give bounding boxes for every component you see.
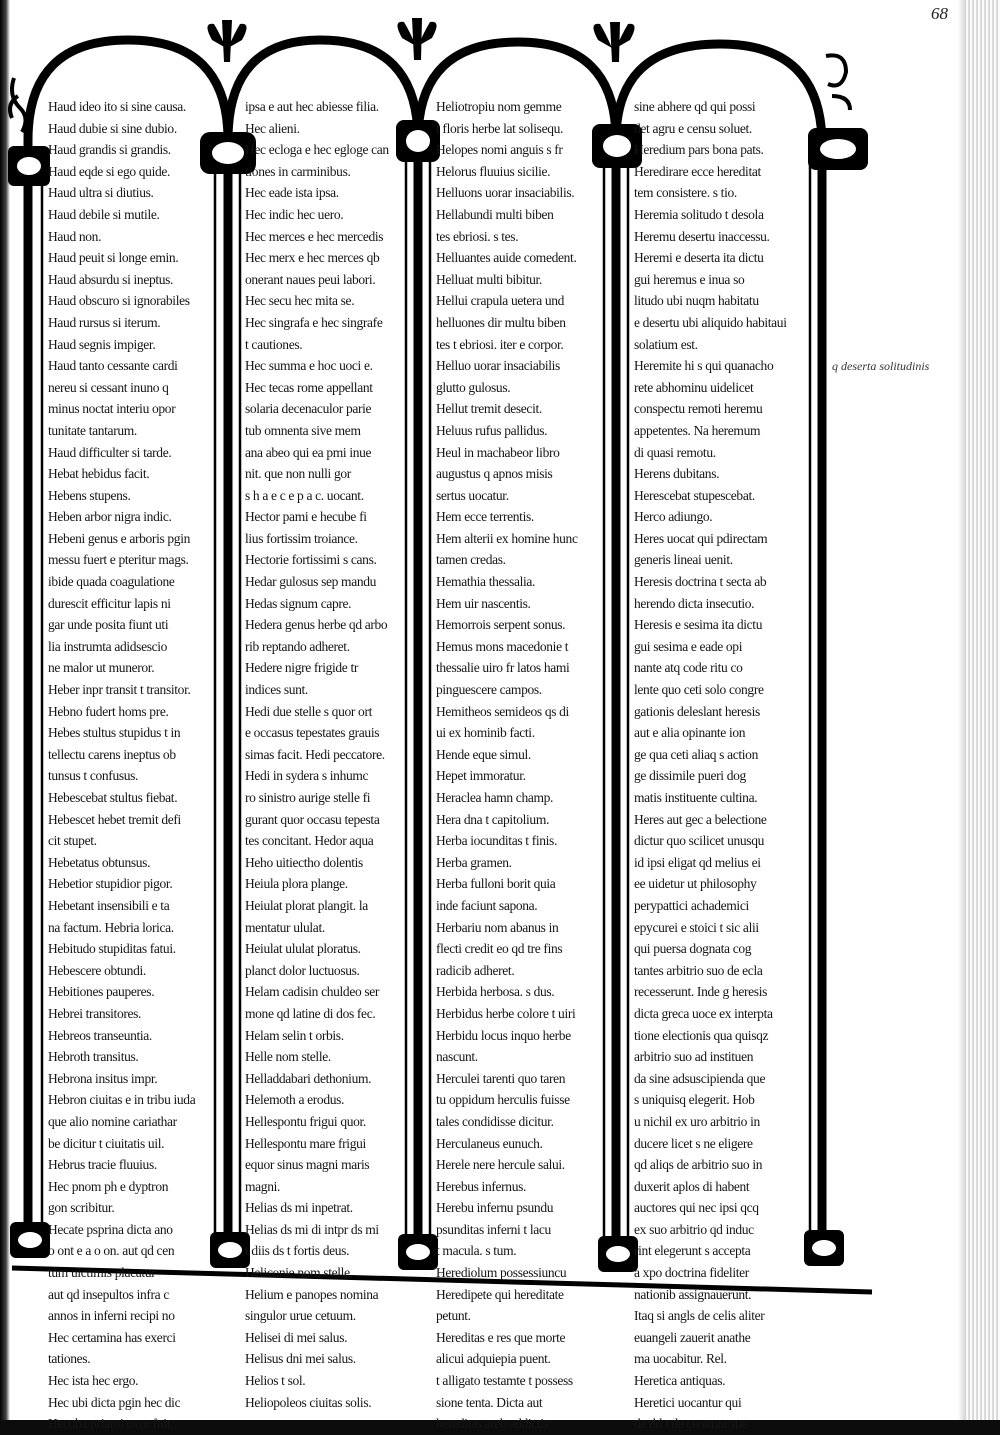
text-line: Hec tecas rome appellant <box>245 379 373 395</box>
text-line: be dicitur t ciuitatis uil. <box>48 1135 165 1151</box>
finial-2 <box>412 18 422 60</box>
text-line: Hec ubi dicta pgin hec dic <box>48 1394 181 1410</box>
text-line: Hemathia thessalia. <box>436 574 536 590</box>
text-line: s uniquisq elegerit. Hob <box>634 1092 755 1108</box>
text-line: singulor urue cetuum. <box>245 1308 356 1324</box>
text-line: Heul in machabeor libro <box>436 444 560 460</box>
text-line: Hemorrois serpent sonus. <box>436 617 566 633</box>
text-line: e occasus tepestates grauis <box>245 725 380 741</box>
text-line: Helluat multi bibitur. <box>436 271 542 287</box>
text-line: de dd t de creatura sue <box>634 1416 748 1432</box>
text-line: Herba gramen. <box>436 854 512 870</box>
text-line: ibide quada coagulatione <box>48 574 175 590</box>
text-line: sione tenta. Dicta aut <box>436 1394 543 1410</box>
text-line: Hedi due stelle s quor ort <box>245 703 372 719</box>
text-line: hereditas areb addictis <box>436 1416 549 1432</box>
text-line: Herba fulloni borit quia <box>436 876 556 892</box>
text-line: nereu si cessant inuno q <box>48 379 169 395</box>
text-line: Herco adiungo. <box>634 509 713 525</box>
text-line: Hebitudo stupiditas fatui. <box>48 941 176 957</box>
text-line: tamen credas. <box>436 552 506 568</box>
text-line: Heho uitiectho dolentis <box>245 854 363 870</box>
text-line: onerant naues peui labori. <box>245 271 376 287</box>
text-line: Haud ideo ito si sine causa. <box>48 99 186 114</box>
text-line: Heres aut gec a belectione <box>634 811 767 827</box>
text-line: Hec merces e hec mercedis <box>245 228 384 244</box>
text-line: lente quo ceti solo congre <box>634 682 764 698</box>
text-line: Helium e panopes nomina <box>245 1286 379 1302</box>
text-line: Hebrona insitus impr. <box>48 1070 158 1086</box>
text-line: Hende eque simul. <box>436 746 531 762</box>
text-line: durescit efficitur lapis ni <box>48 595 171 611</box>
text-line: Helladdabari dethonium. <box>245 1070 372 1086</box>
text-line: tunsus t confusus. <box>48 768 139 784</box>
text-line: Hemus mons macedonie t <box>436 638 569 654</box>
text-line: rint elegerunt s accepta <box>634 1243 751 1259</box>
text-line: Haud absurdu si ineptus. <box>48 271 174 287</box>
text-line: ex suo arbitrio qd induc <box>634 1221 754 1237</box>
text-line: Helorus fluuius sicilie. <box>436 163 551 179</box>
text-line: Heliconie nom stelle. <box>245 1265 353 1281</box>
text-line: ducere licet s ne eligere <box>634 1135 753 1151</box>
text-line: tem consistere. s tio. <box>634 185 737 201</box>
text-column-1 <box>48 96 212 1432</box>
text-line: Hepet immoratur. <box>436 768 526 784</box>
text-line: Heresis e sesima ita dictu <box>634 617 763 633</box>
flourish-left <box>10 78 26 132</box>
text-line: Haud rursus si iterum. <box>48 314 161 330</box>
text-line: Herele nere hercule salui. <box>436 1157 565 1173</box>
text-line: Herbidus herbe colore t uiri <box>436 1005 576 1021</box>
text-line: Haud dubie si sine dubio. <box>48 120 177 136</box>
text-line: ro sinistro aurige stelle fi <box>245 790 371 805</box>
text-line: Hellespontu frigui quor. <box>245 1113 366 1129</box>
text-line: Helam cadisin chuldeo ser <box>245 984 380 1000</box>
text-line: tunitate tantarum. <box>48 422 137 438</box>
text-line: tantes arbitrio suo de ecla <box>634 962 763 978</box>
text-line: Hebetior stupidior pigor. <box>48 876 173 892</box>
text-line: Hectorie fortissimi s cans. <box>245 552 377 568</box>
text-line: Heiulat plorat plangit. la <box>245 897 368 913</box>
text-line: Hedar gulosus sep mandu <box>245 574 377 590</box>
text-line: annos in inferni recipi no <box>48 1308 175 1324</box>
text-line: dicta greca uoce ex interpta <box>634 1005 773 1021</box>
text-line: pinguescere campos. <box>436 682 542 698</box>
text-line: ma uocabitur. Rel. <box>634 1351 727 1367</box>
text-line: a xpo doctrina fideliter <box>634 1265 749 1281</box>
text-line: Hellespontu mare frigui <box>245 1135 366 1151</box>
text-line: indices sunt. <box>245 682 308 698</box>
text-line: tales condidisse dicitur. <box>436 1113 554 1129</box>
text-line: Hec summa e hoc uoci e. <box>245 358 373 374</box>
text-line: Hebreos transeuntia. <box>48 1027 152 1043</box>
text-line: Hebescere obtundi. <box>48 962 146 978</box>
text-line: Hebno fudert homs pre. <box>48 703 169 719</box>
text-line: Heres uocat qui pdirectam <box>634 530 768 546</box>
finial-1 <box>222 20 232 62</box>
text-line: equor sinus magni maris <box>245 1157 370 1173</box>
text-line: Hebes stultus stupidus t in <box>48 725 181 741</box>
text-line: Haud obscuro si ignorabiles <box>48 293 190 309</box>
text-line: Heben arbor nigra indic. <box>48 509 172 525</box>
text-line: Hedi in sydera s inhumc <box>245 768 369 784</box>
text-line: Herens dubitans. <box>634 466 720 482</box>
text-line: Hec eade ista ipsa. <box>245 185 339 201</box>
text-line: Hellut tremit desecit. <box>436 401 542 417</box>
text-line: Herebu infernu psundu <box>436 1200 554 1216</box>
flourish-right <box>826 55 850 110</box>
text-line: ana abeo qui ea pmi inue <box>245 444 372 460</box>
text-line: det agru e censu soluet. <box>634 120 752 136</box>
text-line: inde faciunt sapona. <box>436 897 538 913</box>
text-line: flecti credit eo qd tre fins <box>436 941 563 957</box>
text-line: Hebat hebidus facit. <box>48 466 150 482</box>
text-line: thessalie uiro fr latos hami <box>436 660 570 676</box>
text-line: Heredirare ecce hereditat <box>634 163 761 179</box>
text-line: Hecuba priami uxor fuit. <box>48 1416 174 1432</box>
text-line: Hebron ciuitas e in tribu iuda <box>48 1092 196 1108</box>
text-line: ui ex hominib facti. <box>436 725 535 741</box>
text-line: t diis ds t fortis deus. <box>245 1243 350 1259</box>
text-line: conspectu remoti heremu <box>634 401 763 417</box>
text-line: Helluons uorar insaciabilis. <box>436 185 575 201</box>
text-line: Helias ds mi inpetrat. <box>245 1200 353 1216</box>
text-line: Hellui crapula uetera und <box>436 293 565 309</box>
text-line: o ont e a o on. aut qd cen <box>48 1243 175 1259</box>
text-line: Hec ecloga e hec egloge can <box>245 142 389 158</box>
text-line: aut qd insepultos infra c <box>48 1286 169 1302</box>
text-line: ee uidetur ut philosophy <box>634 876 757 892</box>
text-line: tione electionis qua quisqz <box>634 1027 769 1043</box>
text-line: Hebens stupens. <box>48 487 131 503</box>
text-line: Hebrus tracie fluuius. <box>48 1157 157 1173</box>
text-line: recesserunt. Inde g heresis <box>634 984 767 1000</box>
text-line: tub omnenta sive mem <box>245 422 361 438</box>
text-line: Hebroth transitus. <box>48 1049 139 1065</box>
text-line: t macula. s tum. <box>436 1243 517 1259</box>
text-line: t floris herbe lat solisequ. <box>436 120 564 136</box>
text-line: t alligato testamte t possess <box>436 1373 573 1389</box>
text-line: Heremia solitudo t desola <box>634 206 764 222</box>
text-line: Haud difficulter si tarde. <box>48 444 172 460</box>
text-line: Haud eqde si ego quide. <box>48 163 171 179</box>
text-line: Haud debile si mutile. <box>48 206 160 222</box>
text-line: Hellabundi multi biben <box>436 206 554 222</box>
text-line: Heliotropiu nom gemme <box>436 99 562 114</box>
text-line: tationes. <box>48 1351 91 1367</box>
text-line: Heredipete qui hereditate <box>436 1286 564 1302</box>
text-line: alicui adquiepia puent. <box>436 1351 551 1367</box>
text-line: Hebescebat stultus fiebat. <box>48 790 178 805</box>
text-line: Herculei tarenti quo taren <box>436 1070 566 1086</box>
text-line: gar unde posita fiunt uti <box>48 617 169 633</box>
text-line: auctores qui nec ipsi qcq <box>634 1200 759 1216</box>
text-line: Helemoth a erodus. <box>245 1092 345 1108</box>
text-line: psunditas inferni t lacu <box>436 1221 551 1237</box>
text-line: Hem ecce terrentis. <box>436 509 534 525</box>
text-line: rete abhominu uidelicet <box>634 379 754 395</box>
text-line: solaria decenaculor parie <box>245 401 372 417</box>
text-line: Heremite hi s qui quanacho <box>634 358 774 374</box>
text-line: minus noctat interiu opor <box>48 401 176 417</box>
text-line: tes ebriosi. s tes. <box>436 228 519 244</box>
text-line: Hedas signum capre. <box>245 595 352 611</box>
text-line: rib reptando adheret. <box>245 638 350 654</box>
text-line: Herbariu nom abanus in <box>436 919 559 935</box>
text-line: tu oppidum herculis fuisse <box>436 1092 570 1108</box>
text-line: Helle nom stelle. <box>245 1049 331 1065</box>
text-line: Haud peuit si longe emin. <box>48 250 179 266</box>
text-line: generis lineai uenit. <box>634 552 733 568</box>
text-line: e desertu ubi aliquido habitaui <box>634 314 787 330</box>
text-line: messu fuert e pteritur mags. <box>48 552 189 568</box>
text-column-3 <box>436 96 601 1432</box>
text-line: Helam selin t orbis. <box>245 1027 344 1043</box>
text-line: tum uictimis placatur <box>48 1265 156 1281</box>
text-line: Hebetant insensibili e ta <box>48 897 170 913</box>
text-line: helluones dir multu biben <box>436 314 566 330</box>
text-line: euangeli zauerit anathe <box>634 1329 751 1345</box>
text-line: qui puersa dognata cog <box>634 941 752 957</box>
text-line: matis instituente cultina. <box>634 790 758 805</box>
text-line: Hec alieni. <box>245 120 300 136</box>
text-line: Hebrei transitores. <box>48 1005 142 1021</box>
text-line: Haud ultra si diutius. <box>48 185 154 201</box>
text-line: Herbidu locus inquo herbe <box>436 1027 571 1043</box>
text-line: Hebetatus obtunsus. <box>48 854 151 870</box>
text-line: Herediolum possessiuncu <box>436 1265 567 1281</box>
text-line: aut e alia opinante ion <box>634 725 746 741</box>
text-line: Heraclea hamn champ. <box>436 790 554 805</box>
text-line: Helisus dni mei salus. <box>245 1351 356 1367</box>
text-line: litudo ubi nuqm habitatu <box>634 293 759 309</box>
text-line: Hedera genus herbe qd arbo <box>245 617 388 633</box>
text-line: Hereditas e res que morte <box>436 1329 566 1345</box>
text-line: ge qua ceti aliaq s action <box>634 746 758 762</box>
text-line: augustus q apnos misis <box>436 466 553 482</box>
text-line: Hedere nigre frigide tr <box>245 660 359 676</box>
text-line: Heresis doctrina t secta ab <box>634 574 767 590</box>
text-line: sertus uocatur. <box>436 487 509 503</box>
text-line: u nichil ex uro arbitrio in <box>634 1113 760 1129</box>
text-line: Haud tanto cessante cardi <box>48 358 178 374</box>
text-line: herendo dicta insecutio. <box>634 595 755 611</box>
text-line: glutto gulosus. <box>436 379 511 395</box>
text-line: t cautiones. <box>245 336 303 352</box>
text-line: Herba iocunditas t finis. <box>436 833 557 849</box>
folio-number: 68 <box>931 4 948 23</box>
text-line: Hec indic hec uero. <box>245 206 344 222</box>
text-line: duxerit aplos di habent <box>634 1178 750 1194</box>
text-line: Haud segnis impiger. <box>48 336 156 352</box>
text-line: Haud non. <box>48 228 102 244</box>
text-line: perypattici achademici <box>634 897 749 913</box>
text-line: da sine adsuscipienda que <box>634 1070 766 1086</box>
text-line: mone qd latine di dos fec. <box>245 1005 376 1021</box>
text-line: Heluus rufus pallidus. <box>436 422 548 438</box>
text-line: Herbida herbosa. s dus. <box>436 984 555 1000</box>
text-line: Heber inpr transit t transitor. <box>48 682 191 698</box>
text-line: nationib assignauerunt. <box>634 1286 752 1302</box>
text-line: Heremi e deserta ita dictu <box>634 250 764 266</box>
text-line: tes t ebriosi. iter e corpor. <box>436 336 564 352</box>
text-line: gui heremus e inua so <box>634 271 745 287</box>
text-line: s h a e c e p a c. uocant. <box>245 487 364 503</box>
text-line: Heretica antiquas. <box>634 1373 726 1389</box>
text-line: qd aliqs de arbitrio suo in <box>634 1157 763 1173</box>
text-line: mentatur ululat. <box>245 919 325 935</box>
margin-annotation: q deserta solitudinis <box>832 359 930 373</box>
text-line: nascunt. <box>436 1049 478 1065</box>
text-line: epycurei e stoici t sic alii <box>634 919 759 935</box>
text-line: gationis deleslant heresis <box>634 703 760 719</box>
text-line: Hemitheos semideos qs di <box>436 703 569 719</box>
text-line: appetentes. Na heremum <box>634 422 761 438</box>
text-line: Helios t sol. <box>245 1373 306 1389</box>
text-line: Hem uir nascentis. <box>436 595 531 611</box>
text-column-4 <box>634 96 806 1432</box>
text-line: Hera dna t capitolium. <box>436 811 550 827</box>
text-line: Hec certamina has exerci <box>48 1329 176 1345</box>
text-line: tellectu carens ineptus ob <box>48 746 176 762</box>
text-line: lius fortissim troiance. <box>245 530 358 546</box>
text-line: Heiulat ululat ploratus. <box>245 941 361 957</box>
text-line: Hec singrafa e hec singrafe <box>245 314 383 330</box>
text-line: Helluantes auide comedent. <box>436 250 577 266</box>
text-line: Herescebat stupescebat. <box>634 487 755 503</box>
text-line: que alio nomine cariathar <box>48 1113 177 1129</box>
text-line: Hebescet hebet tremit defi <box>48 811 181 827</box>
text-line: Hec pnom ph e dyptron <box>48 1178 169 1194</box>
text-line: Helluo uorar insaciabilis <box>436 358 560 374</box>
text-line: Haud grandis si grandis. <box>48 142 171 158</box>
text-line: Hector pami e hecube fi <box>245 509 367 525</box>
text-line: gurant quor occasu tepesta <box>245 811 380 827</box>
text-line: di quasi remotu. <box>634 444 716 460</box>
text-line: Itaq si angls de celis aliter <box>634 1308 765 1324</box>
text-line: planct dolor luctuosus. <box>245 962 360 978</box>
text-line: Hebeni genus e arboris pgin <box>48 530 191 546</box>
text-line: Hecate psprina dicta ano <box>48 1221 173 1237</box>
text-line: id ipsi eligat qd melius ei <box>634 854 761 870</box>
text-line: Heretici uocantur qui <box>634 1394 742 1410</box>
text-line: sine abhere qd qui possi <box>634 99 756 114</box>
text-line: radicib adheret. <box>436 962 515 978</box>
text-line: gon scribitur. <box>48 1200 115 1216</box>
text-line: Hec secu hec mita se. <box>245 293 355 309</box>
text-line: Heiula plora plange. <box>245 876 348 892</box>
text-line: Hem alterii ex homine hunc <box>436 530 578 546</box>
text-line: nit. que non nulli gor <box>245 466 351 482</box>
text-line: Hec merx e hec merces qb <box>245 250 380 266</box>
text-line: gui sesima e eade opi <box>634 638 743 654</box>
text-line: tiones in carminibus. <box>245 163 351 179</box>
text-line: Herebus infernus. <box>436 1178 527 1194</box>
text-line: tes concitant. Hedor aqua <box>245 833 374 849</box>
text-line: Heliopoleos ciuitas solis. <box>245 1394 372 1410</box>
text-column-2 <box>245 96 403 1410</box>
text-line: cit stupet. <box>48 833 97 849</box>
text-line: solatium est. <box>634 336 698 352</box>
text-line: Heredium pars bona pats. <box>634 142 764 158</box>
text-line: lia instrumta adidsescio <box>48 638 168 654</box>
text-line: ne malor ut muneror. <box>48 660 155 676</box>
text-line: magni. <box>245 1178 281 1194</box>
text-line: Helias ds mi di intpr ds mi <box>245 1221 379 1237</box>
text-line: arbitrio suo ad instituen <box>634 1049 754 1065</box>
text-line: petunt. <box>436 1308 471 1324</box>
text-line: dictur quo scilicet unusqu <box>634 833 765 849</box>
text-line: Hec ista hec ergo. <box>48 1373 139 1389</box>
finial-3 <box>610 22 620 62</box>
text-line: Herculaneus eunuch. <box>436 1135 543 1151</box>
text-line: Helisei di mei salus. <box>245 1329 348 1345</box>
text-line: nante atq code ritu co <box>634 660 743 676</box>
text-line: Heremu desertu inaccessu. <box>634 228 770 244</box>
text-line: Hebitiones pauperes. <box>48 984 155 1000</box>
text-line: na factum. Hebria lorica. <box>48 919 174 935</box>
text-line: simas facit. Hedi peccatore. <box>245 746 385 762</box>
text-line: Helopes nomi anguis s fr <box>436 142 563 158</box>
text-line: ipsa e aut hec abiesse filia. <box>245 99 379 114</box>
text-line: ge dissimile pueri dog <box>634 768 746 784</box>
